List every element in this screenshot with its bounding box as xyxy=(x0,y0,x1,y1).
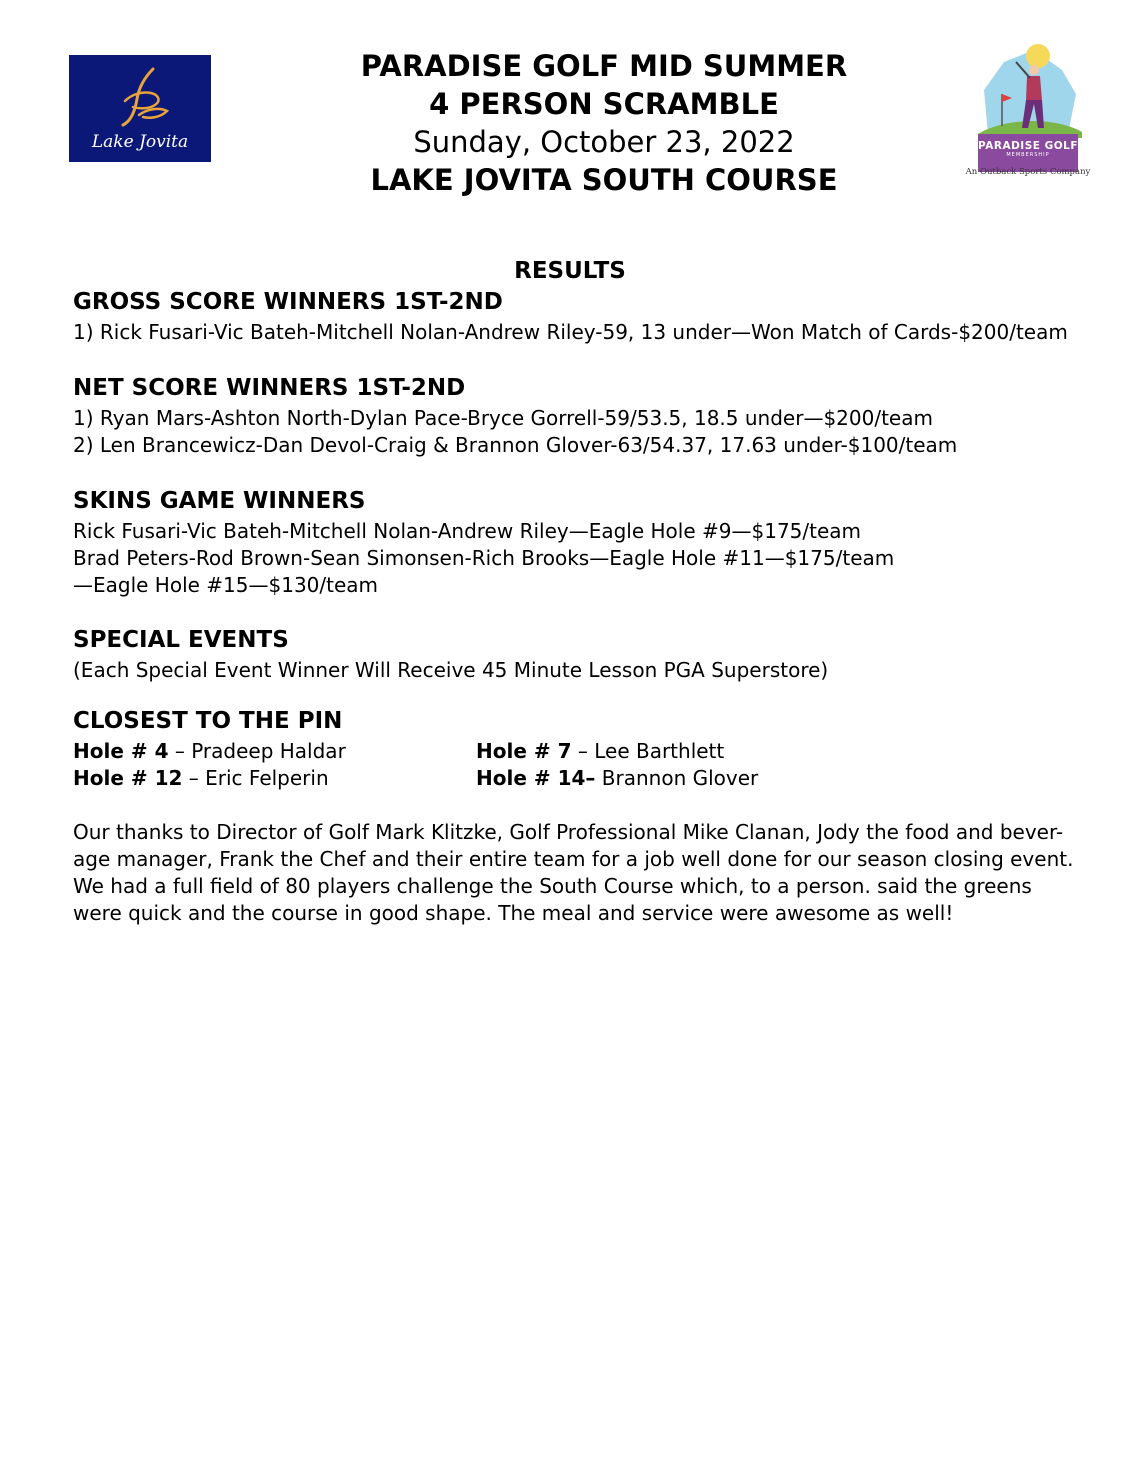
pin-winner xyxy=(73,739,346,763)
pin-separator: – xyxy=(182,766,206,790)
paradise-golf-band-text: PARADISE GOLF xyxy=(978,140,1078,152)
pin-winner xyxy=(73,766,329,790)
skins-entry: Brad Peters-Rod Brown-Sean Simonsen-Rich Brooks—Eagle Hole #11—$175/team xyxy=(73,546,895,570)
pin-hole: Hole # 7 xyxy=(476,739,572,763)
pin-winner xyxy=(476,739,724,763)
thanks-line: age manager, Frank the Chef and their entire team for a job well done for our season closing event. xyxy=(73,847,1074,871)
lake-jovita-logo xyxy=(69,55,211,162)
special-heading: SPECIAL EVENTS xyxy=(73,627,289,653)
pin-hole: Hole # 12 xyxy=(73,766,183,790)
thanks-line: were quick and the course in good shape. The meal and service were awesome as well! xyxy=(73,901,954,925)
net-entry: 2) Len Brancewicz-Dan Devol-Craig & Brannon Glover-63/54.37, 17.63 under-$100/team xyxy=(73,433,958,457)
skins-entry: Rick Fusari-Vic Bateh-Mitchell Nolan-Andrew Riley—Eagle Hole #9—$175/team xyxy=(73,519,862,543)
skins-entry: —Eagle Hole #15—$130/team xyxy=(73,573,379,597)
pin-name: Lee Barthlett xyxy=(594,739,725,763)
pin-separator: – xyxy=(168,739,192,763)
event-venue: LAKE JOVITA SOUTH COURSE xyxy=(370,163,838,197)
skins-heading: SKINS GAME WINNERS xyxy=(73,488,366,514)
net-entry: 1) Ryan Mars-Ashton North-Dylan Pace-Bryce Gorrell-59/53.5, 18.5 under—$200/team xyxy=(73,406,933,430)
thanks-line: Our thanks to Director of Golf Mark Klitzke, Golf Professional Mike Clanan, Jody the food and bever- xyxy=(73,820,1064,844)
event-date: Sunday, October 23, 2022 xyxy=(413,125,795,159)
pin-hole: Hole # 14– xyxy=(476,766,596,790)
thanks-line: We had a full field of 80 players challenge the South Course which, to a person. said the greens xyxy=(73,874,1032,898)
pin-name: Eric Felperin xyxy=(205,766,329,790)
closest-heading: CLOSEST TO THE PIN xyxy=(73,708,343,734)
special-note: (Each Special Event Winner Will Receive 45 Minute Lesson PGA Superstore) xyxy=(73,658,829,682)
paradise-golf-tagline: An Outback Sports Company xyxy=(965,167,1091,177)
pin-winner xyxy=(476,766,758,790)
golfer-illustration-icon xyxy=(964,42,1092,142)
gross-heading: GROSS SCORE WINNERS 1ST-2ND xyxy=(73,289,503,315)
lake-jovita-logo-text: Lake Jovita xyxy=(91,132,189,152)
event-title xyxy=(300,47,908,199)
pin-separator: – xyxy=(571,739,595,763)
title-line-1: PARADISE GOLF MID SUMMER xyxy=(360,49,848,83)
thanks-paragraph xyxy=(73,819,1073,927)
results-heading: RESULTS xyxy=(514,258,626,284)
pin-name: Brannon Glover xyxy=(601,766,759,790)
title-line-2: 4 PERSON SCRAMBLE xyxy=(429,87,779,121)
paradise-golf-logo xyxy=(964,42,1092,182)
paradise-golf-band-subtext: MEMBERSHIP xyxy=(1006,152,1050,158)
pin-name: Pradeep Haldar xyxy=(191,739,346,763)
net-heading: NET SCORE WINNERS 1ST-2ND xyxy=(73,375,466,401)
gross-entry: 1) Rick Fusari-Vic Bateh-Mitchell Nolan-Andrew Riley-59, 13 under—Won Match of Cards-$200/team xyxy=(73,320,1068,344)
pin-hole: Hole # 4 xyxy=(73,739,169,763)
